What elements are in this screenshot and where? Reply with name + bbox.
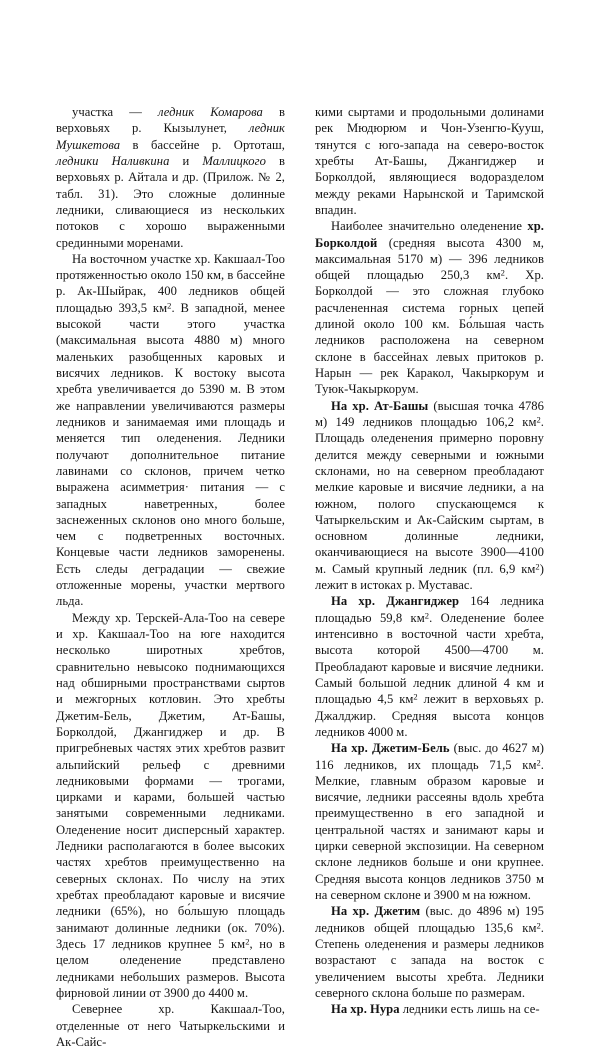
bold-run: На хр. Джетим-Бель xyxy=(331,741,450,756)
superscript-run: 2 xyxy=(413,691,418,702)
text-run: участка — xyxy=(72,105,158,119)
paragraph xyxy=(315,398,544,594)
paragraph xyxy=(315,104,544,218)
text-run: Наиболее значительно оледенение xyxy=(331,219,528,234)
text-run: кими сыртами и продольными долинами рек Мюдюрюм и Чон-Узенгю-Кууш, тянутся с юго-запада на северо-восток хребты Ат-Башы, Джангиджер и Борколдой, являющиеся водоразделом между реками Нарынской и Таримской впадин. xyxy=(315,105,544,217)
bold-run: На хр. Ат-Башы xyxy=(331,398,429,413)
text-run: . Хр. Борколдой — это сложная глубоко расчлененная система горных цепей длиной около 100 км. Бо́льшая часть ледников расположена на северном склоне в бассейнах левых притоков р. Нарын — рек Каракол, Чакыркорум и Туюк-Чакыркорум. xyxy=(315,268,544,397)
bold-run: хр. Борколдой xyxy=(315,219,544,250)
text-run: ) лежит в истоках р. Муставас. xyxy=(315,561,544,593)
text-run: . В западной, менее высокой части этого участка (максимальная высота 4880 м) много маленьких разобщенных каровых и висячих ледников. К востоку высота хребта увеличивается до 5390 м. В этом же направлении увеличиваются размеры ледников и занимаемая ими площадь и меняется тип оледенения. Ледники получают дополнительное питание лавинами со склонов, причем четко выражена асимметрия· питания — с западных наветренных, более заснеженных склонов оно много больше, чем с подветренных восточных. Концевые части ледников заморенены. Есть следы деградации — свежие отложенные морены, участки мертвого льда. xyxy=(56,300,285,609)
text-run: . Площадь оледенения примерно поровну делится между северными и южными склонами, но на северном преобладают мелкие каровые и висячие ледники, а на южном, полого спускающемся к Чатыркельским и Ак-Сайским сыртам, в основном долинные ледники, оканчивающиеся на высоте 3900—4100 м. Самый крупный ледник (пл. 6,9 км xyxy=(315,414,544,576)
paragraph xyxy=(56,251,285,610)
text-run: (выс. до 4896 м) 195 ледников общей площадью 135,6 км xyxy=(315,904,545,935)
superscript-run: 2 xyxy=(536,756,541,767)
paragraph xyxy=(315,1001,544,1017)
superscript-run: 2 xyxy=(167,300,172,311)
text-run: На восточном участке хр. Какшаал-Тоо протяженностью около 150 км, в бассейне р. Ак-Шыйрак, 400 ледников общей площадью 393,5 км xyxy=(56,251,285,315)
italic-run: Маллицкого xyxy=(202,153,266,168)
two-column-text-body xyxy=(56,104,544,1050)
paragraph xyxy=(315,740,544,903)
bold-run: На хр. Джангиджер xyxy=(331,594,460,609)
paragraph xyxy=(315,903,544,1001)
paragraph xyxy=(315,593,544,740)
superscript-run: 2 xyxy=(245,936,250,947)
text-run: . Мелкие, главным образом каровые и висячие, ледники рассеяны вдоль хребта преимущественно в его западной и центральной частях и занимают кары и цирки северной экспозиции. На северном склоне ледников больше и они крупнее. Средняя высота концов ледников 3750 м на северном склоне и 3900 м на южном. xyxy=(315,757,544,902)
paragraph xyxy=(56,1001,285,1050)
text-run: в бассейне р. Ортоташ, xyxy=(120,137,285,152)
right-text-column xyxy=(315,104,544,1018)
text-run: Между хр. Терскей-Ала-Тоо на севере и хр. Какшаал-Тоо на юге находится несколько широтных хребтов, сравнительно невысоко поднимающихся над обширными пространствами сыртов и межгорных котловин. Это хребты Джетим-Бель, Джетим, Ат-Башы, Борколдой, Джангиджер и др. В пригребневых частях этих хребтов развит альпийский рельеф с древними ледниковыми формами — трогами, цирками и карами, большей частью занятыми современными ледниками. Оледенение носит дисперсный характер. Ледники располагаются в более высоких частях хребтов преимущественно на северных склонах. По числу на этих хребтах преобладают каровые и висячие ледники (65%), но бо́льшую площадь занимают долинные ледники (ок. 70%). Здесь 17 ледников крупнее 5 км xyxy=(56,610,285,951)
paragraph xyxy=(56,104,285,251)
text-run: в верховьях р. Кызылунет, xyxy=(56,105,285,136)
paragraph xyxy=(315,218,544,397)
text-run: (выс. до 4627 м) 116 ледников, их площадь 71,5 км xyxy=(315,741,544,772)
italic-run: ледник Мушкетова xyxy=(56,121,285,152)
superscript-run: 2 xyxy=(535,561,540,572)
paragraph xyxy=(56,610,285,1002)
superscript-run: 2 xyxy=(536,920,541,931)
text-run: . Оледенение более интенсивно в восточной части хребта, высота которой 4500—4700 м. Преобладают каровые и висячие ледники. Самый большой ледник длиной 4 км и площадью 4,5 км xyxy=(315,610,544,707)
italic-run: ледники Наливкина xyxy=(56,153,170,168)
text-run: (высшая точка 4786 м) 149 ледников площадью 106,2 км xyxy=(315,398,544,429)
text-run: , но в целом оледенение представлено ледниками небольших размеров. Высота фирновой линии от 3900 до 4400 м. xyxy=(56,936,286,1000)
text-run: ледники есть лишь на се- xyxy=(399,1002,540,1017)
text-run: . Степень оледенения и размеры ледников возрастают с запада на восток с увеличением высоты хребта. Ледники северного склона больше по размерам. xyxy=(315,920,544,1000)
superscript-run: 2 xyxy=(536,414,541,425)
text-run: Севернее хр. Какшаал-Тоо, отделенные от него Чатыркельскими и Ак-Сайс- xyxy=(56,1002,285,1049)
bold-run: На хр. Нура xyxy=(331,1002,400,1017)
superscript-run: 2 xyxy=(500,267,505,278)
text-run: (средняя высота 4300 м, максимальная 5170 м) — 396 ледников общей площадью 250,3 км xyxy=(315,235,544,283)
left-text-column xyxy=(56,104,285,1050)
text-run: лежит в верховьях р. Джалджир. Средняя высота концов ледников 4000 м. xyxy=(315,692,544,739)
italic-run: ледник Комарова xyxy=(157,105,263,119)
text-run: 164 ледника площадью 59,8 км xyxy=(315,594,545,625)
text-run: в верховьях р. Айтала и др. (Прилож. № 2, табл. 31). Это сложные долинные ледники, сливающиеся из нескольких потоков с хорошо выраженными срединными моренами. xyxy=(56,153,285,250)
superscript-run: 2 xyxy=(424,610,430,621)
bold-run: На хр. Джетим xyxy=(331,904,421,919)
text-run: и xyxy=(169,153,203,168)
